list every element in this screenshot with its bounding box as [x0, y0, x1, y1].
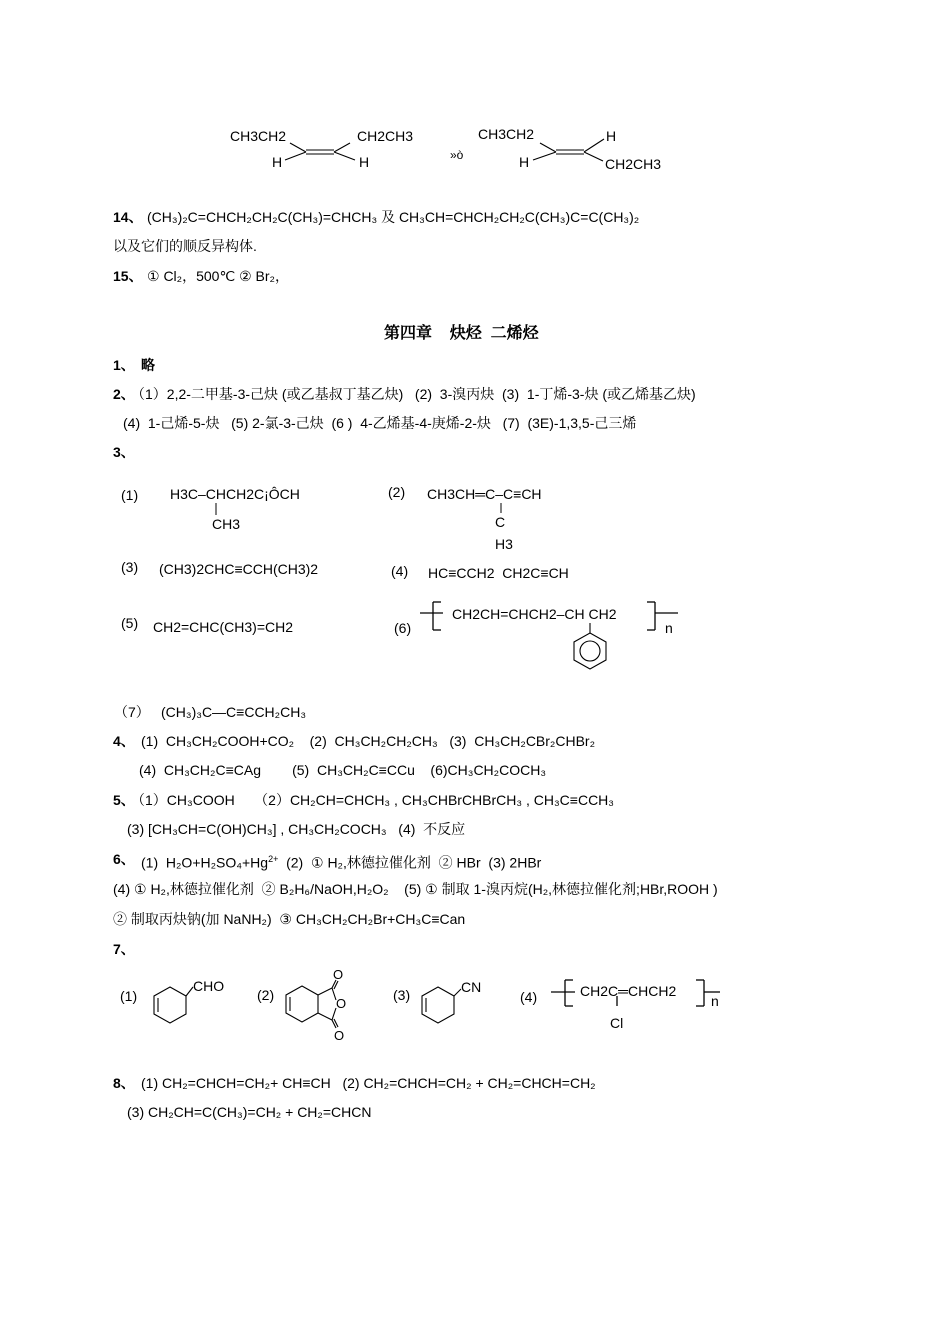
s6-line1-sup: 2+ [268, 854, 279, 864]
s3-label-1: (1) [121, 487, 139, 503]
s5-number: 5、 [113, 792, 135, 808]
struct-right-br: CH2CH3 [605, 156, 662, 172]
s7-sub-1: CHO [193, 978, 225, 994]
s8-line2: (3) CH₂CH=C(CH₃)=CH₂ + CH₂=CHCN [127, 1104, 372, 1120]
s7-o-bot: O [334, 1028, 345, 1043]
q14-number: 14、 [113, 209, 143, 225]
s2-number: 2、 [113, 386, 135, 402]
s7-structures [0, 960, 950, 1050]
s3-f4: HC≡CCH2 CH2C≡CH [428, 565, 569, 581]
s7-o-top: O [333, 967, 344, 982]
s5-line1: （1）CH₃COOH （2）CH₂CH=CHCH₃ , CH₃CHBrCHBrCH₃ , CH₃C≡CCH₃ [131, 792, 614, 808]
s3-label-4: (4) [391, 563, 409, 579]
struct-left-tr: CH2CH3 [357, 128, 414, 144]
struct-left-bl: H [272, 154, 283, 170]
s7-label-4: (4) [520, 989, 538, 1005]
q14-line1: (CH₃)₂C=CHCH₂CH₂C(CH₃)=CHCH₃ 及 CH₃CH=CHCH₂CH₂C(CH₃)C=C(CH₃)₂ [147, 209, 640, 225]
s7-ring-3 [422, 987, 461, 1023]
s7-label-2: (2) [257, 987, 275, 1003]
s8-number: 8、 [113, 1075, 135, 1091]
q14-line2: 以及它们的顺反异构体. [113, 238, 257, 254]
s4-line2: (4) CH₃CH₂C≡CAg (5) CH₃CH₂C≡CCu (6)CH₃CH₂COCH₃ [139, 762, 547, 778]
s3-f3: (CH3)2CHC≡CCH(CH3)2 [159, 561, 319, 577]
s3-f1-main: H3C–CHCH2C¡ÔCH [170, 486, 300, 502]
s7-number: 7、 [113, 941, 135, 957]
s2-line1: （1）2,2-二甲基-3-己炔 (或乙基叔丁基乙炔) (2) 3-溴丙炔 (3) 1-丁烯-3-炔 (或乙烯基乙炔) [131, 386, 696, 402]
s3-number: 3、 [113, 444, 135, 460]
s5-line2: (3) [CH₃CH=C(OH)CH₃] , CH₃CH₂COCH₃ (4) 不反应 [127, 821, 466, 837]
chapter-title: 第四章 炔烃 二烯烃 [384, 325, 539, 342]
s8-line1: (1) CH₂=CHCH=CH₂+ CH≡CH (2) CH₂=CHCH=CH₂ + CH₂=CHCH=CH₂ [141, 1075, 596, 1091]
s3-label-6: (6) [394, 620, 412, 636]
s3-f6-main: CH2CH=CHCH2–CH CH2 [452, 606, 617, 622]
q15-number: 15、 [113, 268, 143, 284]
struct-left-tl: CH3CH2 [230, 128, 287, 144]
s7-ring-1 [154, 987, 193, 1023]
struct-right-tr: H [606, 128, 617, 144]
s3-f2-main: CH3CH═C–C≡CH [427, 486, 542, 502]
s6-number: 6、 [113, 851, 135, 867]
s7-ring-2 [286, 980, 338, 1028]
s2-line2: (4) 1-己烯-5-炔 (5) 2-氯-3-己炔 (6 ) 4-乙烯基-4-庚烯-2-炔 (7) (3E)-1,3,5-己三烯 [123, 415, 637, 431]
s3-label-3: (3) [121, 559, 139, 575]
s6-line3: ② 制取丙炔钠(加 NaNH₂) ③ CH₃CH₂CH₂Br+CH₃C≡Can [113, 911, 466, 927]
s3-label-5: (5) [121, 615, 139, 631]
s3-f7: (CH₃)₃C—C≡CCH₂CH₃ [161, 704, 307, 720]
s3-f1-sub: CH3 [212, 516, 241, 532]
s6-line1b: (2) ① H₂,林德拉催化剂 ② HBr (3) 2HBr [278, 854, 542, 871]
s6-line2: (4) ① H₂,林德拉催化剂 ② B₂H₆/NaOH,H₂O₂ (5) ① 制取 1-溴丙烷(H₂,林德拉催化剂;HBr,ROOH ) [113, 881, 718, 897]
s7-o-ring: O [336, 996, 347, 1011]
s7-n: n [711, 993, 719, 1009]
struct-left-br: H [359, 154, 370, 170]
s6-line1a: (1) H₂O+H₂SO₄+Hg [141, 854, 269, 871]
s1-text: 略 [141, 357, 155, 373]
s4-number: 4、 [113, 733, 135, 749]
s3-label-2: (2) [388, 484, 406, 500]
s3-f2-sub2: H3 [495, 536, 513, 552]
s3-f6-n: n [665, 620, 673, 636]
s1-number: 1、 [113, 357, 135, 373]
s7-cl: Cl [610, 1015, 624, 1031]
struct-separator: »ò [450, 148, 464, 162]
benzene-ring [574, 623, 606, 669]
s7-sub-3: CN [461, 979, 482, 995]
struct-right-tl: CH3CH2 [478, 126, 535, 142]
s3-f2-sub1: C [495, 514, 506, 530]
s3-f7-label: （7） [114, 704, 150, 720]
q15-text: ① Cl₂，500℃ ② Br₂， [147, 268, 289, 284]
struct-right-bl: H [519, 154, 530, 170]
s4-line1: (1) CH₃CH₂COOH+CO₂ (2) CH₃CH₂CH₂CH₃ (3) CH₃CH₂CBr₂CHBr₂ [141, 733, 596, 749]
top-structures [0, 0, 950, 190]
s3-f5: CH2=CHC(CH3)=CH2 [153, 619, 294, 635]
s7-label-3: (3) [393, 987, 411, 1003]
s7-label-1: (1) [120, 988, 138, 1004]
s7-poly: CH2C═CHCH2 [580, 983, 677, 999]
s6-line1 [141, 850, 541, 872]
